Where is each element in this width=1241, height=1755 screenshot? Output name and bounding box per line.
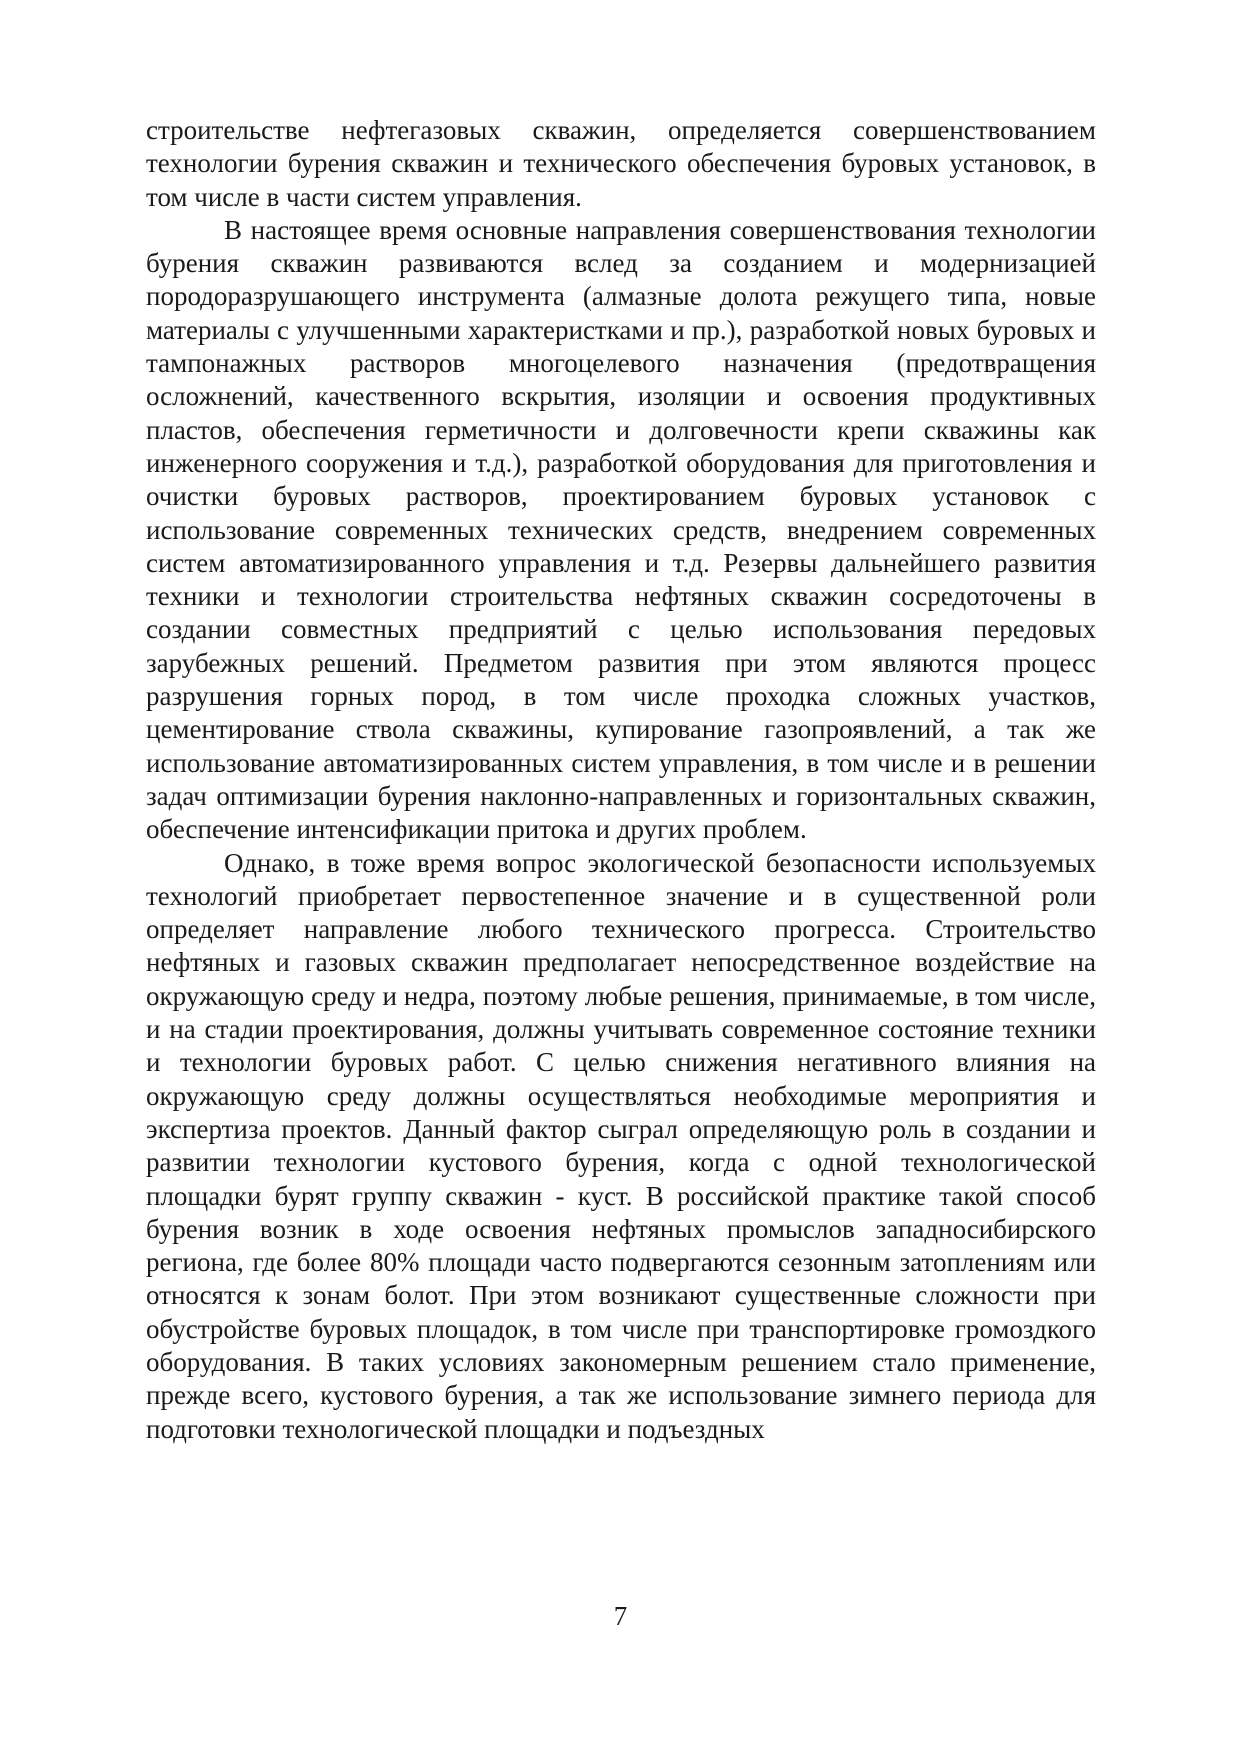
paragraph-2: В настоящее время основные направления совершенствования технологии бурения скважин развиваются вслед за созданием и модернизацией породоразрушающего инструмента (алмазные долота режущего типа, новые материалы с улучшенными характеристками и пр.), разработкой новых буровых и тампонажных растворов многоцелевого назначения (предотвращения осложнений, качественного вскрытия, изоляции и освоения продуктивных пластов, обеспечения герметичности и долговечности крепи скважины как инженерного сооружения и т.д.), разработкой оборудования для приготовления и очистки буровых растворов, проектированием буровых установок с использование современных технических средств, внедрением современных систем автоматизированного управления и т.д. Резервы дальнейшего развития техники и технологии строительства нефтяных скважин сосредоточены в создании совместных предприятий с целью использования передовых зарубежных решений. Предметом развития при этом являются процесс разрушения горных пород, в том числе проходка сложных участков, цементирование ствола скважины, купирование газопроявлений, а так же использование автоматизированных систем управления, в том числе и в решении задач оптимизации бурения наклонно-направленных и горизонтальных скважин, обеспечение интенсификации притока и других проблем.: [146, 214, 1096, 845]
paragraph-1: строительстве нефтегазовых скважин, определяется совершенствованием технологии бурения скважин и технического обеспечения буровых установок, в том числе в части систем управления.: [146, 115, 1096, 212]
paragraph-3: Однако, в тоже время вопрос экологической безопасности используемых технологий приобретает первостепенное значение и в существенной роли определяет направление любого технического прогресса. Строительство нефтяных и газовых скважин предполагает непосредственное воздействие на окружающую среду и недра, поэтому любые решения, принимаемые, в том числе, и на стадии проектирования, должны учитывать современное состояние техники и технологии буровых работ. С целью снижения негативного влияния на окружающую среду должны осуществляться необходимые мероприятия и экспертиза проектов. Данный фактор сыграл определяющую роль в создании и развитии технологии кустового бурения, когда с одной технологической площадки бурят группу скважин - куст. В российской практике такой способ бурения возник в ходе освоения нефтяных промыслов западносибирского региона, где более 80% площади часто подвергаются сезонным затоплениям или относятся к зонам болот. При этом возникают существенные сложности при обустройстве буровых площадок, в том числе при транспортировке громоздкого оборудования. В таких условиях закономерным решением стало применение, прежде всего, кустового бурения, а так же использование зимнего периода для подготовки технологической площадки и подъездных: [146, 847, 1096, 1444]
page-number: 7: [613, 1601, 628, 1631]
document-page: [146, 114, 1096, 1674]
